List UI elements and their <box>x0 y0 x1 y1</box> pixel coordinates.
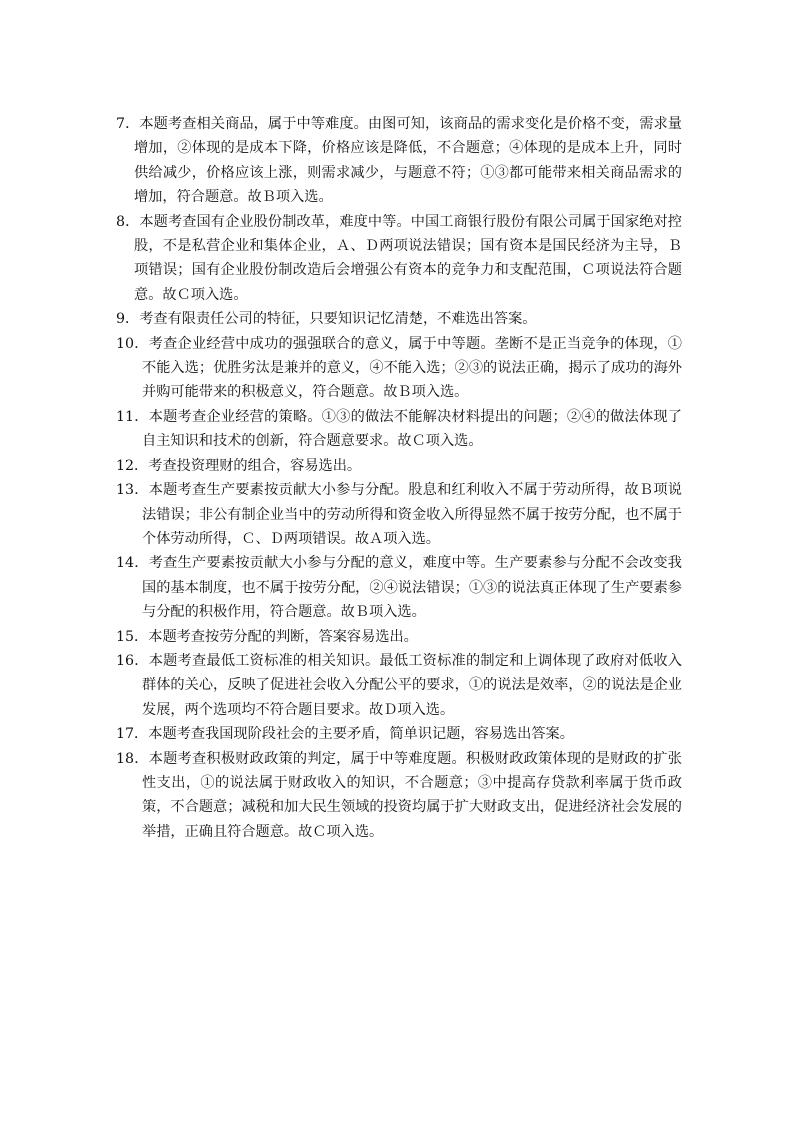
answer-item-14 <box>116 551 682 624</box>
answer-number: 8． <box>116 213 140 230</box>
answer-text: 考查投资理财的组合，容易选出。 <box>148 457 362 474</box>
answer-number: 12． <box>116 457 149 474</box>
answer-item-13 <box>116 478 682 551</box>
answer-item-16 <box>116 649 682 722</box>
answer-item-9 <box>116 307 682 331</box>
answer-number: 14． <box>116 555 149 572</box>
answer-number: 7． <box>116 116 140 132</box>
answer-text: 考查有限责任公司的特征，只要知识记忆清楚，不难选出答案。 <box>139 311 537 328</box>
answer-text: 本题考查我国现阶段社会的主要矛盾，简单识记题，容易选出答案。 <box>148 726 574 743</box>
answer-text: 本题考查国有企业股份制改革，难度中等。中国工商银行股份有限公司属于国家绝对控股，不是私营企业和集体企业，Ａ、Ｄ两项说法错误；国有资本是国民经济为主导，Ｂ项错误；国有企业股份制改造后会增强公有资本的竞争力和支配范围，Ｃ项说法符合题意。故Ｃ项入选。 <box>134 213 682 303</box>
answer-number: 11． <box>116 408 149 425</box>
answer-text: 本题考查生产要素按贡献大小参与分配。股息和红利收入不属于劳动所得，故Ｂ项说法错误；非公有制企业当中的劳动所得和资金收入所得显然不属于按劳分配，也不属于个体劳动所得，Ｃ、Ｄ两项错误。故Ａ项入选。 <box>142 482 682 547</box>
answer-text: 考查生产要素按贡献大小参与分配的意义，难度中等。生产要素参与分配不会改变我国的基本制度，也不属于按劳分配，②④说法错误；①③的说法真正体现了生产要素参与分配的积极作用，符合题意。故Ｂ项入选。 <box>142 555 682 621</box>
answer-item-17 <box>116 722 682 746</box>
answer-text: 本题考查最低工资标准的相关知识。最低工资标准的制定和上调体现了政府对低收入群体的关心，反映了促进社会收入分配公平的要求，①的说法是效率，②的说法是企业发展，两个选项均不符合题目要求。故Ｄ项入选。 <box>142 652 682 718</box>
answer-number: 18． <box>116 750 149 767</box>
answer-item-10 <box>116 332 682 405</box>
answer-item-12 <box>116 454 682 478</box>
answer-number: 10． <box>116 335 149 352</box>
answer-number: 15． <box>116 628 149 645</box>
answer-number: 13． <box>116 482 149 499</box>
answer-item-18 <box>116 747 682 845</box>
answer-text: 本题考查按劳分配的判断，答案容易选出。 <box>148 628 418 645</box>
answer-item-7 <box>116 112 682 210</box>
answer-number: 9． <box>116 311 140 328</box>
answer-text: 本题考查企业经营的策略。①③的做法不能解决材料提出的问题；②④的做法体现了自主知识和技术的创新，符合题意要求。故Ｃ项入选。 <box>142 408 682 450</box>
answer-item-8 <box>116 210 682 308</box>
answer-text: 本题考查积极财政政策的判定，属于中等难度题。积极财政政策体现的是财政的扩张性支出，①的说法属于财政收入的知识，不合题意；③中提高存贷款利率属于货币政策，不合题意；减税和加大民生领域的投资均属于扩大财政支出，促进经济社会发展的举措，正确且符合题意。故Ｃ项入选。 <box>142 750 682 840</box>
answer-number: 17． <box>116 726 149 743</box>
answer-item-11 <box>116 405 682 454</box>
answer-text: 本题考查相关商品，属于中等难度。由图可知，该商品的需求变化是价格不变，需求量增加，②体现的是成本下降，价格应该是降低，不合题意；④体现的是成本上升，同时供给减少，价格应该上涨，则需求减少，与题意不符；①③都可能带来相关商品需求的增加，符合题意。故Ｂ项入选。 <box>134 116 682 206</box>
answer-number: 16． <box>116 652 149 669</box>
answer-text: 考查企业经营中成功的强强联合的意义，属于中等题。垄断不是正当竞争的体现，①不能入选；优胜劣汰是兼并的意义，④不能入选；②③的说法正确，揭示了成功的海外并购可能带来的积极意义，符合题意。故Ｂ项入选。 <box>142 335 682 401</box>
answer-item-15 <box>116 625 682 649</box>
answer-list <box>116 112 682 844</box>
